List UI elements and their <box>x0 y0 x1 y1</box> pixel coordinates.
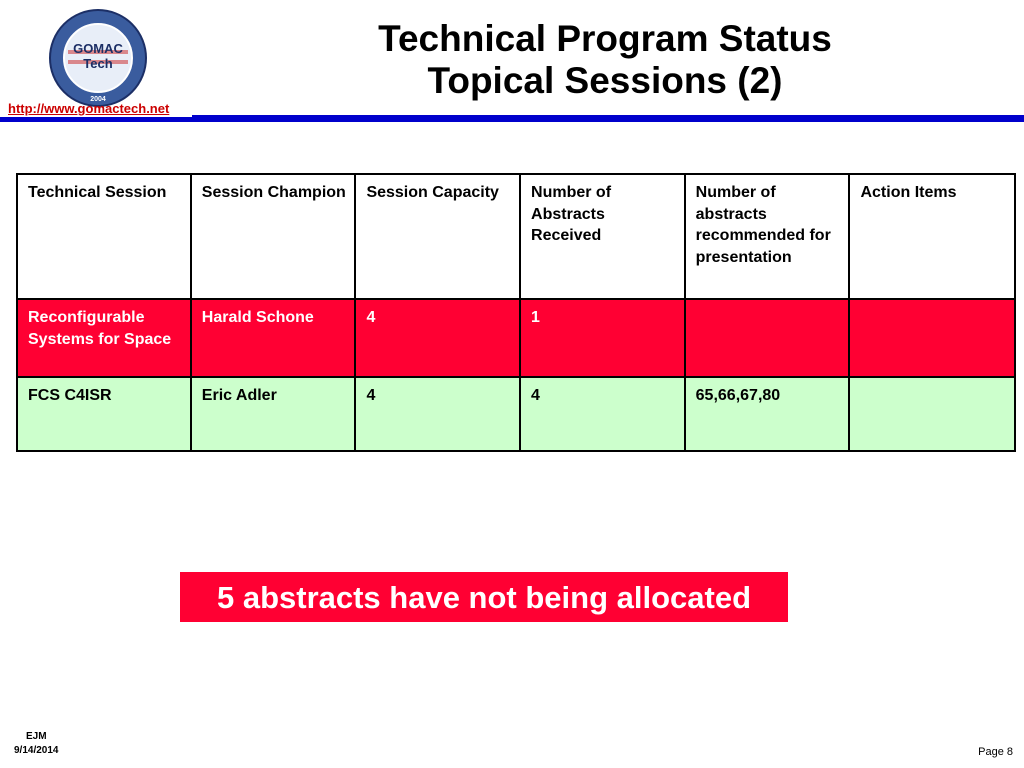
footer-date: 9/14/2014 <box>14 745 59 756</box>
cell-session-capacity: 4 <box>355 377 520 451</box>
table-row <box>17 299 1015 377</box>
cell-session-champion: Harald Schone <box>191 299 356 377</box>
gomac-tech-logo <box>48 8 148 108</box>
table-header-row <box>17 174 1015 299</box>
cell-action-items <box>849 299 1015 377</box>
page-title <box>300 18 910 102</box>
header-technical-session: Technical Session <box>17 174 191 299</box>
header-action-items: Action Items <box>849 174 1015 299</box>
website-link[interactable]: http://www.gomactech.net <box>8 101 170 116</box>
header-session-capacity: Session Capacity <box>355 174 520 299</box>
title-line-2: Topical Sessions (2) <box>427 60 783 101</box>
cell-session-capacity: 4 <box>355 299 520 377</box>
cell-technical-session: Reconfigurable Systems for Space <box>17 299 191 377</box>
cell-session-champion: Eric Adler <box>191 377 356 451</box>
header-rule-thick <box>0 117 1024 122</box>
cell-abstracts-received: 1 <box>520 299 685 377</box>
cell-action-items <box>849 377 1015 451</box>
footer-author-date <box>14 730 59 758</box>
cell-abstracts-recommended <box>685 299 850 377</box>
topical-sessions-table <box>16 173 1016 452</box>
page-number: Page 8 <box>978 746 1013 758</box>
cell-abstracts-recommended: 65,66,67,80 <box>685 377 850 451</box>
cell-technical-session: FCS C4ISR <box>17 377 191 451</box>
logo-name-2: Tech <box>83 56 113 71</box>
header-abstracts-received: Number of Abstracts Received <box>520 174 685 299</box>
logo-year: 2004 <box>90 96 106 103</box>
footer-author: EJM <box>25 731 47 742</box>
unallocated-abstracts-callout: 5 abstracts have not being allocated <box>180 572 788 622</box>
header-abstracts-recommended: Number of abstracts recommended for presentation <box>685 174 850 299</box>
logo-name-1: GOMAC <box>73 41 123 56</box>
cell-abstracts-received: 4 <box>520 377 685 451</box>
title-line-1: Technical Program Status <box>378 18 832 59</box>
header-session-champion: Session Champion <box>191 174 356 299</box>
table-row <box>17 377 1015 451</box>
